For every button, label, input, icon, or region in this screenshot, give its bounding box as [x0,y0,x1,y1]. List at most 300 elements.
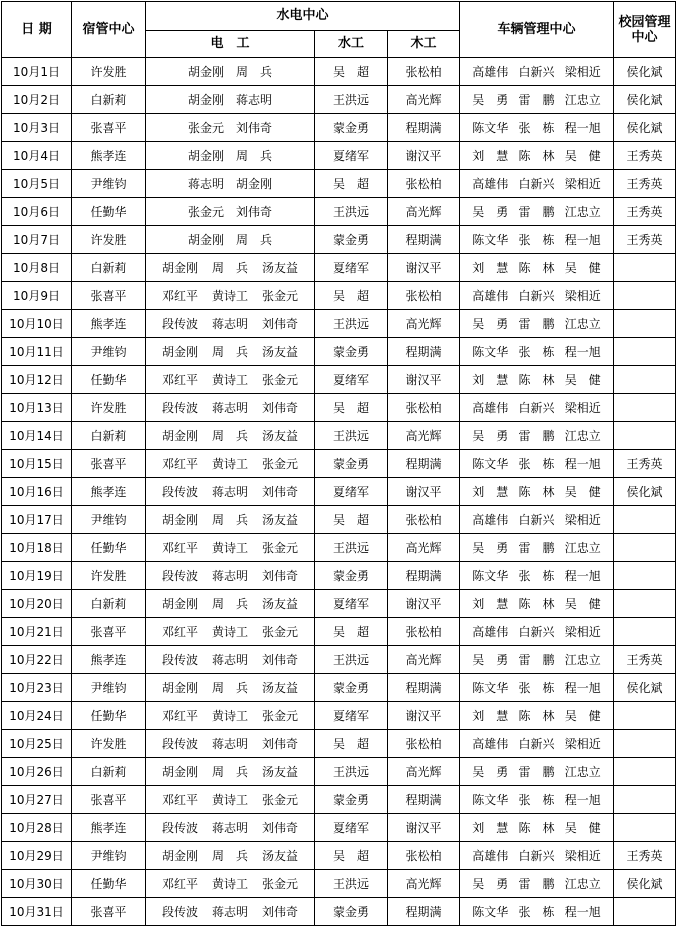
electrician-name: 邓红平 [161,540,198,555]
dorm-cell: 尹维钧 [72,338,146,366]
vehicle-cell [460,338,614,366]
date-cell: 10月3日 [2,114,72,142]
electrician-cell [146,394,315,422]
table-row [2,674,676,702]
electrician-name: 蒋志明 [211,400,248,415]
plumber-cell: 吴 超 [315,282,388,310]
electrician-name: 周 兵 [211,428,248,443]
vehicle-cell [460,506,614,534]
electrician-name: 张金元 [261,288,298,303]
table-row [2,170,676,198]
plumber-cell: 王洪远 [315,422,388,450]
driver-name: 张 栋 [518,792,555,807]
electrician-name: 黄诗工 [211,456,248,471]
vehicle-cell [460,842,614,870]
carpenter-cell: 程期满 [388,898,460,926]
header-carpenter: 木工 [388,31,460,58]
date-cell: 10月10日 [2,310,72,338]
campus-cell [614,898,676,926]
plumber-cell: 吴 超 [315,618,388,646]
electrician-name: 张金元 [261,624,298,639]
driver-name: 陈文华 [472,568,509,583]
driver-name: 吴 勇 [472,316,509,331]
table-row [2,618,676,646]
dorm-cell: 白新莉 [72,86,146,114]
electrician-cell [146,114,315,142]
plumber-cell: 王洪远 [315,758,388,786]
driver-name: 吴 勇 [472,652,509,667]
driver-name: 张 栋 [518,120,555,135]
table-row [2,758,676,786]
campus-cell [614,254,676,282]
driver-name: 高雄伟 [472,624,509,639]
dorm-cell: 张喜平 [72,282,146,310]
dorm-cell: 白新莉 [72,422,146,450]
electrician-name: 黄诗工 [211,372,248,387]
duty-roster-table [1,1,676,926]
date-cell: 10月27日 [2,786,72,814]
driver-name: 高雄伟 [472,848,509,863]
driver-name: 高雄伟 [472,176,509,191]
date-cell: 10月1日 [2,58,72,86]
vehicle-cell [460,590,614,618]
electrician-cell [146,198,315,226]
electrician-name: 蒋志明 [211,820,248,835]
driver-name: 江忠立 [564,540,601,555]
electrician-name: 刘伟奇 [236,204,273,219]
electrician-cell [146,366,315,394]
table-row [2,254,676,282]
dorm-cell: 白新莉 [72,758,146,786]
carpenter-cell: 谢汉平 [388,702,460,730]
electrician-name: 胡金刚 [161,260,198,275]
table-row [2,478,676,506]
table-row [2,114,676,142]
carpenter-cell: 谢汉平 [388,590,460,618]
plumber-cell: 夏绪军 [315,142,388,170]
driver-name: 张 栋 [518,232,555,247]
campus-cell [614,422,676,450]
driver-name: 陈文华 [472,680,509,695]
electrician-name: 汤友益 [261,848,298,863]
table-row [2,646,676,674]
electrician-cell [146,786,315,814]
vehicle-cell [460,702,614,730]
carpenter-cell: 谢汉平 [388,142,460,170]
electrician-name: 段传波 [161,484,198,499]
date-cell: 10月5日 [2,170,72,198]
carpenter-cell: 高光辉 [388,870,460,898]
driver-name: 梁相近 [564,848,601,863]
carpenter-cell: 高光辉 [388,534,460,562]
date-cell: 10月31日 [2,898,72,926]
driver-name: 陈文华 [472,120,509,135]
date-cell: 10月26日 [2,758,72,786]
vehicle-cell [460,870,614,898]
vehicle-cell [460,170,614,198]
electrician-name: 周 兵 [211,680,248,695]
driver-name: 吴 健 [564,708,601,723]
driver-name: 雷 鹏 [518,540,555,555]
electrician-name: 黄诗工 [211,540,248,555]
electrician-name: 蒋志明 [211,904,248,919]
date-cell: 10月17日 [2,506,72,534]
electrician-name: 段传波 [161,316,198,331]
driver-name: 程一旭 [564,904,601,919]
plumber-cell: 蒙金勇 [315,338,388,366]
driver-name: 吴 健 [564,148,601,163]
plumber-cell: 蒙金勇 [315,450,388,478]
electrician-name: 周 兵 [211,596,248,611]
dorm-cell: 许发胜 [72,58,146,86]
electrician-name: 邓红平 [161,876,198,891]
table-row [2,198,676,226]
electrician-cell [146,562,315,590]
electrician-name: 蒋志明 [211,316,248,331]
table-row [2,142,676,170]
electrician-name: 胡金刚 [161,848,198,863]
electrician-cell [146,814,315,842]
driver-name: 高雄伟 [472,64,509,79]
electrician-name: 汤友益 [261,260,298,275]
carpenter-cell: 高光辉 [388,86,460,114]
campus-cell [614,534,676,562]
driver-name: 吴 健 [564,596,601,611]
driver-name: 陈 林 [518,708,555,723]
plumber-cell: 蒙金勇 [315,674,388,702]
dorm-cell: 白新莉 [72,590,146,618]
plumber-cell: 吴 超 [315,394,388,422]
carpenter-cell: 程期满 [388,226,460,254]
plumber-cell: 吴 超 [315,730,388,758]
driver-name: 吴 勇 [472,428,509,443]
carpenter-cell: 谢汉平 [388,366,460,394]
dorm-cell: 张喜平 [72,786,146,814]
driver-name: 陈文华 [472,792,509,807]
plumber-cell: 夏绪军 [315,590,388,618]
driver-name: 张 栋 [518,568,555,583]
plumber-cell: 吴 超 [315,58,388,86]
driver-name: 梁相近 [564,400,601,415]
electrician-cell [146,870,315,898]
driver-name: 吴 勇 [472,764,509,779]
vehicle-cell [460,366,614,394]
date-cell: 10月23日 [2,674,72,702]
electrician-cell [146,86,315,114]
electrician-name: 蒋志明 [211,652,248,667]
dorm-cell: 任勤华 [72,702,146,730]
driver-name: 吴 勇 [472,540,509,555]
electrician-cell [146,254,315,282]
date-cell: 10月19日 [2,562,72,590]
electrician-name: 胡金刚 [187,64,224,79]
table-row [2,506,676,534]
dorm-cell: 熊孝连 [72,646,146,674]
electrician-cell [146,730,315,758]
driver-name: 陈 林 [518,596,555,611]
driver-name: 梁相近 [564,736,601,751]
electrician-name: 段传波 [161,820,198,835]
vehicle-cell [460,58,614,86]
plumber-cell: 王洪远 [315,310,388,338]
electrician-cell [146,506,315,534]
campus-cell: 侯化斌 [614,58,676,86]
vehicle-cell [460,86,614,114]
dorm-cell: 许发胜 [72,394,146,422]
carpenter-cell: 张松柏 [388,842,460,870]
carpenter-cell: 张松柏 [388,170,460,198]
electrician-name: 段传波 [161,400,198,415]
campus-cell [614,506,676,534]
driver-name: 张 栋 [518,680,555,695]
electrician-name: 黄诗工 [211,876,248,891]
table-row [2,86,676,114]
date-cell: 10月7日 [2,226,72,254]
driver-name: 江忠立 [564,764,601,779]
date-cell: 10月29日 [2,842,72,870]
date-cell: 10月6日 [2,198,72,226]
date-cell: 10月21日 [2,618,72,646]
vehicle-cell [460,674,614,702]
vehicle-cell [460,786,614,814]
plumber-cell: 王洪远 [315,534,388,562]
header-water-electric-center: 水电中心 [146,2,460,31]
electrician-cell [146,646,315,674]
plumber-cell: 王洪远 [315,646,388,674]
dorm-cell: 张喜平 [72,898,146,926]
electrician-name: 邓红平 [161,456,198,471]
driver-name: 白新兴 [518,288,555,303]
plumber-cell: 蒙金勇 [315,898,388,926]
electrician-name: 胡金刚 [161,680,198,695]
electrician-name: 黄诗工 [211,288,248,303]
plumber-cell: 夏绪军 [315,702,388,730]
driver-name: 陈文华 [472,904,509,919]
driver-name: 刘 慧 [472,820,509,835]
driver-name: 张 栋 [518,904,555,919]
table-row [2,534,676,562]
driver-name: 高雄伟 [472,288,509,303]
electrician-cell [146,450,315,478]
campus-cell [614,282,676,310]
driver-name: 吴 勇 [472,204,509,219]
campus-cell [614,366,676,394]
electrician-name: 刘伟奇 [261,484,298,499]
electrician-name: 刘伟奇 [261,652,298,667]
driver-name: 程一旭 [564,568,601,583]
driver-name: 雷 鹏 [518,428,555,443]
date-cell: 10月12日 [2,366,72,394]
driver-name: 程一旭 [564,232,601,247]
campus-cell: 王秀英 [614,842,676,870]
campus-cell [614,786,676,814]
electrician-name: 汤友益 [261,344,298,359]
header-plumber: 水工 [315,31,388,58]
roster-body [2,58,676,926]
electrician-name: 汤友益 [261,428,298,443]
driver-name: 陈 林 [518,260,555,275]
vehicle-cell [460,450,614,478]
table-row [2,814,676,842]
driver-name: 雷 鹏 [518,92,555,107]
vehicle-cell [460,534,614,562]
driver-name: 陈 林 [518,484,555,499]
dorm-cell: 熊孝连 [72,478,146,506]
vehicle-cell [460,562,614,590]
dorm-cell: 张喜平 [72,618,146,646]
carpenter-cell: 谢汉平 [388,814,460,842]
electrician-name: 胡金刚 [161,764,198,779]
vehicle-cell [460,198,614,226]
electrician-name: 汤友益 [261,680,298,695]
driver-name: 高雄伟 [472,736,509,751]
campus-cell [614,618,676,646]
campus-cell [614,814,676,842]
electrician-cell [146,618,315,646]
driver-name: 白新兴 [518,512,555,527]
vehicle-cell [460,758,614,786]
dorm-cell: 许发胜 [72,562,146,590]
campus-cell [614,310,676,338]
date-cell: 10月20日 [2,590,72,618]
table-row [2,310,676,338]
driver-name: 吴 健 [564,820,601,835]
table-row [2,870,676,898]
electrician-name: 刘伟奇 [261,400,298,415]
electrician-name: 蒋志明 [211,736,248,751]
driver-name: 张 栋 [518,456,555,471]
electrician-name: 蒋志明 [187,176,224,191]
driver-name: 雷 鹏 [518,652,555,667]
plumber-cell: 夏绪军 [315,814,388,842]
dorm-cell: 熊孝连 [72,310,146,338]
driver-name: 雷 鹏 [518,876,555,891]
electrician-name: 蒋志明 [236,92,273,107]
carpenter-cell: 程期满 [388,786,460,814]
campus-cell: 侯化斌 [614,478,676,506]
electrician-cell [146,590,315,618]
electrician-name: 张金元 [261,372,298,387]
plumber-cell: 夏绪军 [315,366,388,394]
electrician-name: 邓红平 [161,708,198,723]
header-date: 日 期 [2,2,72,58]
carpenter-cell: 张松柏 [388,282,460,310]
dorm-cell: 许发胜 [72,226,146,254]
electrician-cell [146,170,315,198]
campus-cell [614,562,676,590]
driver-name: 陈文华 [472,232,509,247]
vehicle-cell [460,814,614,842]
dorm-cell: 尹维钧 [72,170,146,198]
campus-cell: 侯化斌 [614,114,676,142]
dorm-cell: 白新莉 [72,254,146,282]
driver-name: 梁相近 [564,624,601,639]
plumber-cell: 王洪远 [315,198,388,226]
dorm-cell: 熊孝连 [72,814,146,842]
carpenter-cell: 程期满 [388,674,460,702]
electrician-name: 刘伟奇 [236,120,273,135]
carpenter-cell: 高光辉 [388,758,460,786]
electrician-cell [146,842,315,870]
driver-name: 程一旭 [564,792,601,807]
driver-name: 江忠立 [564,652,601,667]
electrician-name: 刘伟奇 [261,316,298,331]
electrician-name: 黄诗工 [211,708,248,723]
campus-cell: 王秀英 [614,142,676,170]
date-cell: 10月9日 [2,282,72,310]
electrician-name: 周 兵 [211,848,248,863]
driver-name: 雷 鹏 [518,764,555,779]
electrician-name: 段传波 [161,904,198,919]
carpenter-cell: 谢汉平 [388,254,460,282]
driver-name: 梁相近 [564,176,601,191]
date-cell: 10月11日 [2,338,72,366]
driver-name: 高雄伟 [472,400,509,415]
electrician-cell [146,226,315,254]
driver-name: 刘 慧 [472,260,509,275]
driver-name: 陈文华 [472,344,509,359]
driver-name: 刘 慧 [472,148,509,163]
carpenter-cell: 张松柏 [388,618,460,646]
date-cell: 10月13日 [2,394,72,422]
electrician-name: 胡金刚 [236,176,273,191]
driver-name: 程一旭 [564,456,601,471]
electrician-name: 胡金刚 [161,344,198,359]
table-row [2,338,676,366]
driver-name: 陈 林 [518,372,555,387]
vehicle-cell [460,646,614,674]
dorm-cell: 张喜平 [72,114,146,142]
driver-name: 雷 鹏 [518,204,555,219]
electrician-name: 周 兵 [211,260,248,275]
electrician-cell [146,142,315,170]
carpenter-cell: 高光辉 [388,310,460,338]
electrician-cell [146,478,315,506]
date-cell: 10月22日 [2,646,72,674]
dorm-cell: 尹维钧 [72,506,146,534]
electrician-name: 周 兵 [236,148,273,163]
electrician-name: 胡金刚 [161,512,198,527]
dorm-cell: 任勤华 [72,870,146,898]
driver-name: 白新兴 [518,736,555,751]
electrician-name: 汤友益 [261,596,298,611]
table-row [2,366,676,394]
carpenter-cell: 程期满 [388,562,460,590]
table-row [2,898,676,926]
campus-cell: 王秀英 [614,170,676,198]
driver-name: 刘 慧 [472,596,509,611]
dorm-cell: 任勤华 [72,198,146,226]
carpenter-cell: 高光辉 [388,422,460,450]
electrician-name: 汤友益 [261,512,298,527]
carpenter-cell: 张松柏 [388,730,460,758]
plumber-cell: 王洪远 [315,870,388,898]
campus-cell: 王秀英 [614,226,676,254]
driver-name: 刘 慧 [472,484,509,499]
dorm-cell: 张喜平 [72,450,146,478]
electrician-name: 胡金刚 [161,596,198,611]
electrician-name: 胡金刚 [187,92,224,107]
electrician-cell [146,338,315,366]
vehicle-cell [460,478,614,506]
table-row [2,58,676,86]
plumber-cell: 吴 超 [315,170,388,198]
driver-name: 陈 林 [518,148,555,163]
electrician-cell [146,310,315,338]
carpenter-cell: 高光辉 [388,198,460,226]
table-row [2,450,676,478]
plumber-cell: 王洪远 [315,86,388,114]
